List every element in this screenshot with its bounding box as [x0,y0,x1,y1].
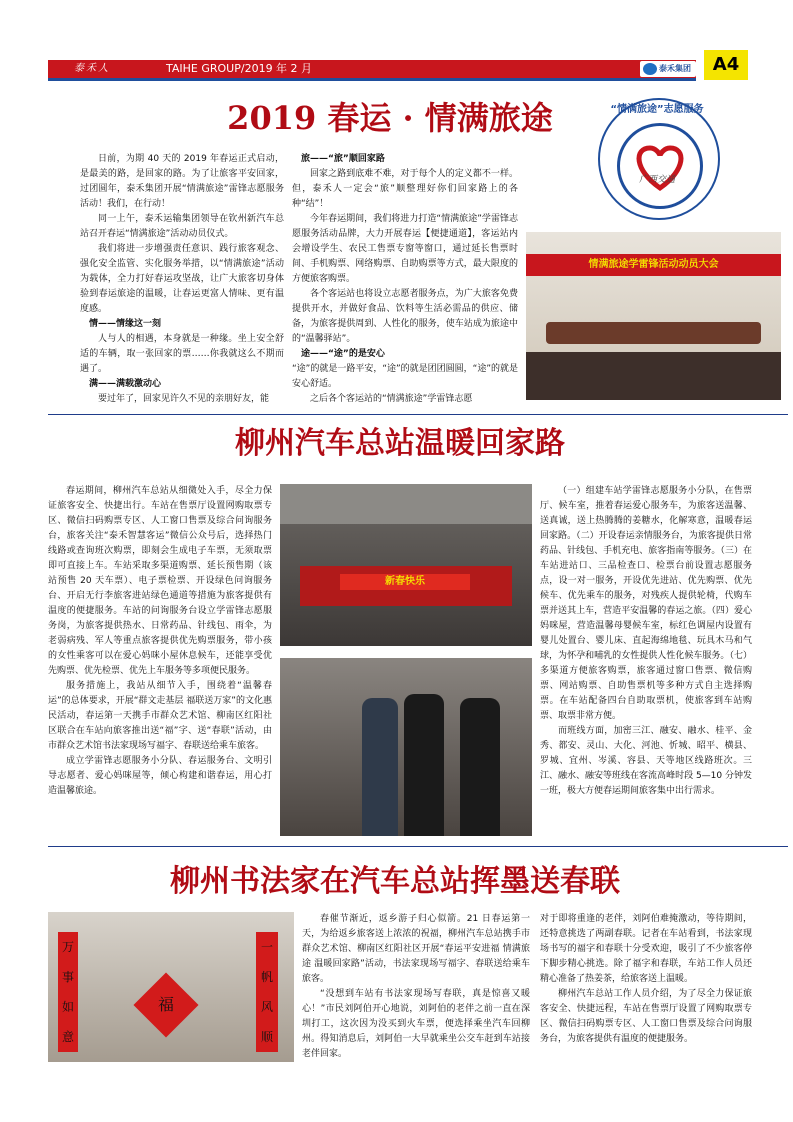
article1-title: 2019 春运 · 情满旅途 [227,99,553,137]
station-hall [280,484,532,524]
logo-text: 泰禾集团 [659,64,691,73]
subheading: 情——情缘这一刻 [89,319,162,329]
paragraph: 成立学雷锋志愿服务小分队、春运服务台、文明引导志愿者、爱心妈咪屋等，倾心构建和谐春运，用心打造温馨旅途。 [48,756,272,796]
subheading: 旅——“旅”顺回家路 [301,154,385,164]
paragraph: 之后各个客运站的“情满旅途”学雷锋志愿 [310,394,473,404]
heart-icon [620,126,700,206]
paragraph: 柳州汽车总站工作人员介绍，为了尽全力保证旅客安全、快捷远程，车站在售票厅设置了网购取票专区、微信扫码购票专区、人工窗口售票及综合问询服务台，为旅客提供有温度的便捷服务。 [540,989,752,1044]
paragraph: 春运期间，柳州汽车总站从细微处入手，尽全力保证旅客安全、快捷出行。车站在售票厅设置网购取票专区、微信扫码购票专区、人工窗口售票及综合问询服务台，旅客关注“泰禾智慧客运”微信公众号后，选择热门线路或查询班次购票，即刻会生成电子车票，无须取票即可直接上车。车站采取多渠道购票、延长预售期（该站预售 20 天车票）、电子票检票、开设绿色问询服务台、开启无行李旅客进站绿色通道等措施为旅客提供有温度的便捷服务。车站的问询服务台设立学雷锋志愿服务岗，为旅客提供热水、日常药品、针线包、雨伞，为老弱病残、军人等重点旅客提供优先购票服务，带小孩的女性乘客可以在爱心妈咪小屋休息候车，还能享受优先购票、优先检票、优先上车服务等多项便民服务。 [48,486,272,676]
article2-column-2 [540,484,752,836]
article1-column-1 [80,152,284,404]
logo-icon [643,63,657,75]
meeting-photo [526,232,781,400]
article1-column-2 [292,152,518,404]
couplet-char: 事 [61,970,74,984]
couplet-char: 顺 [260,1030,273,1044]
couplet-char: 一 [260,940,273,954]
header-underline [48,78,696,81]
paragraph: 对于即将重逢的老伴，刘阿伯难掩激动，等待期间，还特意挑选了两副春联。记者在车站看到，书法家现场书写的福字和春联十分受欢迎，吸引了不少旅客停下脚步精心挑选。除了福字和春联，车站工作人员还精心准备了热姜茶，给旅客送上温暖。 [540,914,752,984]
paragraph: （一）组建车站学雷锋志愿服务小分队，在售票厅、候车室，推着春运爱心服务车，为旅客送温馨、送真诚，送上热腾腾的姜糖水，化解寒意，温暖春运回家路。（二）开设春运亲情服务台，为旅客提供日常药品、针线包、手机充电、旅客指南等服务。（三）在车站进站口、三品检查口、检票台前设置志愿服务点，设一对一服务，开设优先进站、优先购票、优先候车、优先乘车的服务，对残疾人提供轮椅，代购车票并送其上车，营造平安温馨的春运之旅。（四）爱心妈咪屋，营造温馨母婴候车室，标红色调屋内设置有婴儿处置台、婴儿床、直起海绵地毯、玩具木马和气球，为怀孕和哺乳的女性提供人性化候车服务。（七）多渠道方便旅客购票，旅客通过窗口售票、微信购票、网站购票、自助售票机等多种方式自主选择购票。在车站配备四台自助取票机，使旅客到车站购票、取票非常方便。 [540,486,752,721]
meeting-attendees [526,352,781,400]
fu-character: 福 [157,995,174,1014]
badge-text: “情满旅途”志愿服务 [610,104,704,115]
article3-title: 柳州书法家在汽车总站挥墨送春联 [170,864,620,899]
paragraph: “途”的就是一路平安，“途”的就是团团圆圆，“途”的就是安心舒适。 [292,364,518,389]
paragraph: 要过年了，回家见许久不见的亲朋好友，能 [98,394,270,404]
volunteer-figure-2 [460,698,500,836]
passenger-figure [362,698,398,836]
paragraph: 而班线方面，加密三江、融安、融水、桂平、金秀、都安、灵山、大化、河池、忻城、昭平、横县、罗城、宜州、岑溪、容县、天等地区线路班次。三江、融水、融安等班线在客流高峰时段 5—10 分钟发一班，极大方便春运期间旅客集中出行需求。 [540,726,752,796]
publication-date: TAIHE GROUP/2019 年 2 月 [166,62,313,75]
article3-column-2 [540,912,752,1082]
subheading: 途——“途”的是安心 [301,349,385,359]
meeting-table [546,322,761,344]
paragraph: 同一上午，泰禾运输集团领导在钦州新汽车总站召开春运“情满旅途”活动动员仪式。 [80,214,284,239]
subheading: 满——满载激动心 [89,379,162,389]
page-number: A4 [704,50,748,80]
badge-heart-emblem [617,123,703,209]
couplet-char: 如 [61,1000,74,1014]
couplet-char: 意 [61,1030,74,1044]
section-divider [48,414,788,415]
service-photo [280,658,532,836]
article2-title: 柳州汽车总站温暖回家路 [235,426,565,461]
paragraph: 回家之路到底难不难，对于每个人的定义都不一样。但，泰禾人一定会“旅”顺整理好你们回家路上的各种“结”！ [292,169,518,209]
paragraph: 日前，为期 40 天的 2019 年春运正式启动，是最美的路，是回家的路。为了让旅客平安回家，过团圆年，泰禾集团开展“情满旅途”雷锋志愿服务活动！我们，在行动！ [80,154,284,209]
couplet-char: 风 [260,1000,273,1014]
group-photo [280,484,532,646]
couplet-left [58,932,78,1052]
paragraph: 服务措施上，我站从细节入手，围绕着“温馨春运”的总体要求，开展“群文走基层 福联送万家”的文化惠民活动，春运第一天携手市群众艺术馆、柳南区红阳社区联合在车站向旅客推出送“福”字、送“春联”活动，由市群众艺术馆书法家现场写福字、春联送给乘车旅客。 [48,681,272,751]
paragraph: 今年春运期间，我们将进力打造“情满旅途”学雷锋志愿服务活动品牌，大力开展春运【便捷通道】，客运站内会增设学生、农民工售票专窗等窗口，通过延长售票时间、手机购票、网络购票、自助购票等方式，最大限度的方便旅客购票。 [292,214,518,284]
paragraph: 各个客运站也将设立志愿者服务点，为广大旅客免费提供开水，并做好食品、饮料等生活必需品的供应、储备，为旅客提供周到、人性化的服务，使车站成为旅途中的“温馨驿站”。 [292,289,518,344]
couplet-char: 帆 [260,970,273,984]
article3-column-1 [302,912,530,1072]
paragraph: 我们将进一步增强责任意识、践行旅客观念、强化安全监管、实化服务举措，以“情满旅途”活动为载体，全力打好春运攻坚战，让广大旅客切身体验到春运旅途的温暖，让春运更富人情味、更有温度感。 [80,244,284,314]
paragraph: 人与人的相遇，本身就是一种缘。坐上安全舒适的车辆，取一张回家的票……你我就这么不期而遇了。 [80,334,284,374]
section-divider-2 [48,846,788,847]
masthead-name: 泰禾人 [74,63,110,74]
article2-column-1 [48,484,272,836]
header-bar [48,60,696,78]
couplet-char: 万 [61,940,74,954]
calligraphy-photo [48,912,294,1062]
badge-signature: 广西交通 [638,175,675,185]
new-year-banner: 新春快乐 [340,574,470,590]
paragraph: 春催节渐近，返乡游子归心似箭。21 日春运第一天，为给返乡旅客送上浓浓的祝福，柳州汽车总站携手市群众艺术馆、柳南区红阳社区开展“春运平安进福 情满旅途 温暖回家路”活动，书法家现场写福字、春联送给乘车旅客。 [302,914,530,984]
meeting-banner: 情满旅途学雷锋活动动员大会 [526,254,781,276]
volunteer-figure-1 [404,694,444,836]
couplet-right [256,932,278,1052]
paragraph: “没想到车站有书法家现场写春联，真是惊喜又暖心！”市民刘阿伯开心地说，刘阿伯的老伴之前一直在深圳打工，这次因为没买到火车票，便选择乘坐汽车回柳州。得知消息后，刘阿伯一大早就乘坐公交车赶到车站接老伴回家。 [302,989,530,1059]
